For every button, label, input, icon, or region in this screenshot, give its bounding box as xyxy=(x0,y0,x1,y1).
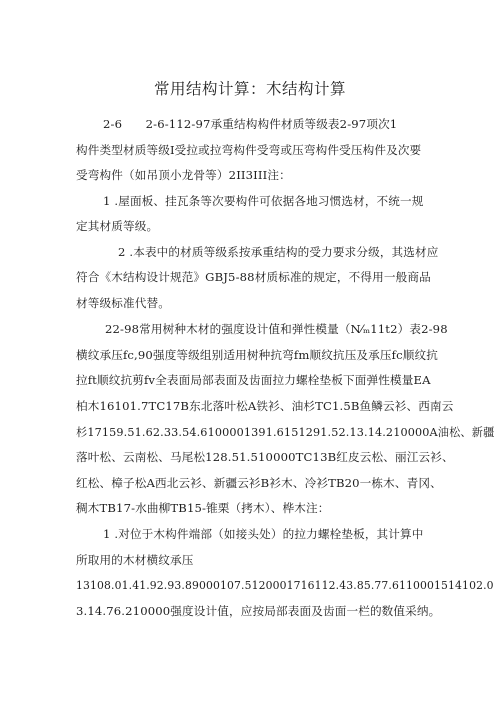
text-line: 3.14.76.210000强度设计值，应按局部表面及齿面一栏的数值采纳。 xyxy=(76,604,441,618)
text-line: 1 .屋面板、挂瓦条等次要构件可依据各地习惯选材，不统一规 xyxy=(103,194,424,208)
text-line: 22-98常用树种木材的强度设计值和弹性模量（N⁄ₘ11t2）表2-98 xyxy=(105,322,448,336)
text-line: 柏木16101.7TC17B东北落叶松A铁衫、油杉TC1.5B鱼鳞云衫、西南云 xyxy=(76,399,454,413)
text-line: 红松、樟子松A西北云衫、新疆云衫B衫木、冷衫TB20一栋木、青冈、 xyxy=(76,476,442,490)
document-title: 常用结构计算：木结构计算 xyxy=(153,80,346,98)
text-line: 构件类型材质等级I受拉或拉弯构件受弯或压弯构件受压构件及次要 xyxy=(76,143,422,157)
text-line: 拉ft顺纹抗剪fv全表面局部表面及齿面拉力螺栓垫板下面弹性模量EA xyxy=(76,373,431,387)
text-line: 所取用的木材横纹承压 xyxy=(76,553,194,567)
text-line: 落叶松、云南松、马尾松128.51.510000TC13B红皮云松、丽江云衫、 xyxy=(76,450,454,464)
text-line: 材等级标准代替。 xyxy=(76,296,170,310)
text-line: 横纹承压fc,90强度等级组别适用树种抗弯fm顺纹抗压及承压fc顺纹抗 xyxy=(76,348,438,362)
text-line: 符合《木结构设计规范》GBJ5-88材质标准的规定，不得用一般商品 xyxy=(76,270,431,284)
text-line: 13108.01.41.92.93.89000107.5120001716112.43.85.77.6110001514102.0 xyxy=(76,578,494,592)
text-line: 2-6 2-6-112-97承重结构构件材质等级表2-97项次1 xyxy=(103,117,398,131)
text-line: 稠木TB17-水曲柳TB15-锥栗（拷木）、桦木注： xyxy=(76,501,330,515)
text-line: 2 .本表中的材质等级系按承重结构的受力要求分级，其选材应 xyxy=(118,245,439,259)
text-line: 杉17159.51.62.33.54.6100001391.6151291.52.13.14.210000A油松、新疆 xyxy=(76,425,495,439)
text-line: 1 .对位于木构件端部（如接头处）的拉力螺栓垫板，其计算中 xyxy=(103,527,424,541)
text-line: 定其材质等级。 xyxy=(76,219,159,233)
text-line: 受弯构件（如吊顶小龙骨等）2II3III注： xyxy=(76,168,291,182)
